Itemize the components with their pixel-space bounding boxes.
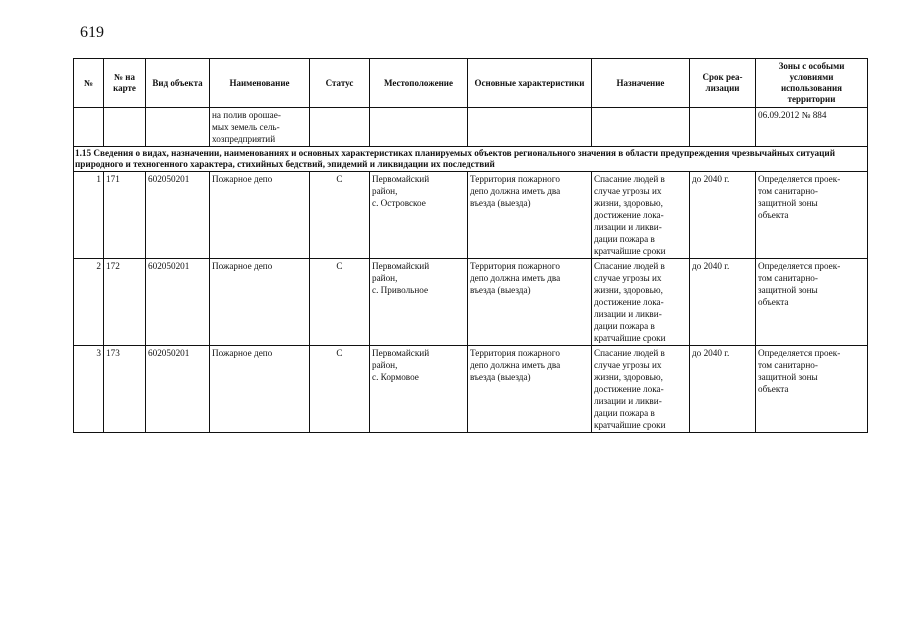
page-number: 619 bbox=[80, 24, 104, 41]
row-location: Первомайский район, с. Кормовое bbox=[370, 346, 468, 433]
cell-empty bbox=[310, 108, 370, 147]
row-kind: 602050201 bbox=[146, 346, 210, 433]
row-kind: 602050201 bbox=[146, 259, 210, 346]
row-zones: Определяется проек- том санитарно- защитной зоны объекта bbox=[756, 259, 868, 346]
row-name: Пожарное депо bbox=[210, 346, 310, 433]
table-row bbox=[74, 346, 868, 433]
row-map-num: 171 bbox=[104, 172, 146, 259]
row-term: до 2040 г. bbox=[690, 259, 756, 346]
row-characteristics: Территория пожарного депо должна иметь два въезда (выезда) bbox=[468, 172, 592, 259]
row-purpose: Спасание людей в случае угрозы их жизни, здоровью, достижение лока- лизации и ликви- дации пожара в кратчайшие сроки bbox=[592, 259, 690, 346]
header-row bbox=[74, 59, 868, 108]
table-row bbox=[74, 259, 868, 346]
row-name: Пожарное депо bbox=[210, 172, 310, 259]
table-row bbox=[74, 172, 868, 259]
row-kind: 602050201 bbox=[146, 172, 210, 259]
header-kind: Вид объекта bbox=[146, 59, 210, 108]
header-num: № bbox=[74, 59, 104, 108]
header-characteristics: Основные характеристики bbox=[468, 59, 592, 108]
row-status: С bbox=[310, 172, 370, 259]
header-zones: Зоны с особыми условиями использования территории bbox=[756, 59, 868, 108]
row-zones: Определяется проек- том санитарно- защитной зоны объекта bbox=[756, 346, 868, 433]
row-purpose: Спасание людей в случае угрозы их жизни, здоровью, достижение лока- лизации и ликви- дации пожара в кратчайшие сроки bbox=[592, 172, 690, 259]
header-status: Статус bbox=[310, 59, 370, 108]
row-map-num: 173 bbox=[104, 346, 146, 433]
row-term: до 2040 г. bbox=[690, 172, 756, 259]
row-term: до 2040 г. bbox=[690, 346, 756, 433]
row-purpose: Спасание людей в случае угрозы их жизни, здоровью, достижение лока- лизации и ликви- дации пожара в кратчайшие сроки bbox=[592, 346, 690, 433]
row-characteristics: Территория пожарного депо должна иметь два въезда (выезда) bbox=[468, 259, 592, 346]
cell-empty bbox=[146, 108, 210, 147]
header-location: Местоположение bbox=[370, 59, 468, 108]
header-purpose: Назначение bbox=[592, 59, 690, 108]
continuation-name: на полив орошае- мых земель сель- хозпредприятий bbox=[210, 108, 310, 147]
continuation-zones: 06.09.2012 № 884 bbox=[756, 108, 868, 147]
header-map-num: № на карте bbox=[104, 59, 146, 108]
section-title: 1.15 Сведения о видах, назначении, наименованиях и основных характеристиках планируемых объектов регионального значения в области предупреждения чрезвычайных ситуаций природного и техногенного характера, стихийных бедствий, эпидемий и ликвидации их последствий bbox=[74, 147, 868, 172]
header-name: Наименование bbox=[210, 59, 310, 108]
row-status: С bbox=[310, 259, 370, 346]
row-status: С bbox=[310, 346, 370, 433]
cell-empty bbox=[370, 108, 468, 147]
row-location: Первомайский район, с. Привольное bbox=[370, 259, 468, 346]
row-map-num: 172 bbox=[104, 259, 146, 346]
cell-empty bbox=[104, 108, 146, 147]
row-num: 3 bbox=[74, 346, 104, 433]
continuation-row bbox=[74, 108, 868, 147]
header-term: Срок реа-лизации bbox=[690, 59, 756, 108]
row-zones: Определяется проек- том санитарно- защитной зоны объекта bbox=[756, 172, 868, 259]
cell-empty bbox=[592, 108, 690, 147]
cell-empty bbox=[690, 108, 756, 147]
row-num: 2 bbox=[74, 259, 104, 346]
row-name: Пожарное депо bbox=[210, 259, 310, 346]
section-row bbox=[74, 147, 868, 172]
cell-empty bbox=[74, 108, 104, 147]
cell-empty bbox=[468, 108, 592, 147]
row-location: Первомайский район, с. Островское bbox=[370, 172, 468, 259]
row-num: 1 bbox=[74, 172, 104, 259]
row-characteristics: Территория пожарного депо должна иметь два въезда (выезда) bbox=[468, 346, 592, 433]
objects-table bbox=[73, 58, 868, 433]
